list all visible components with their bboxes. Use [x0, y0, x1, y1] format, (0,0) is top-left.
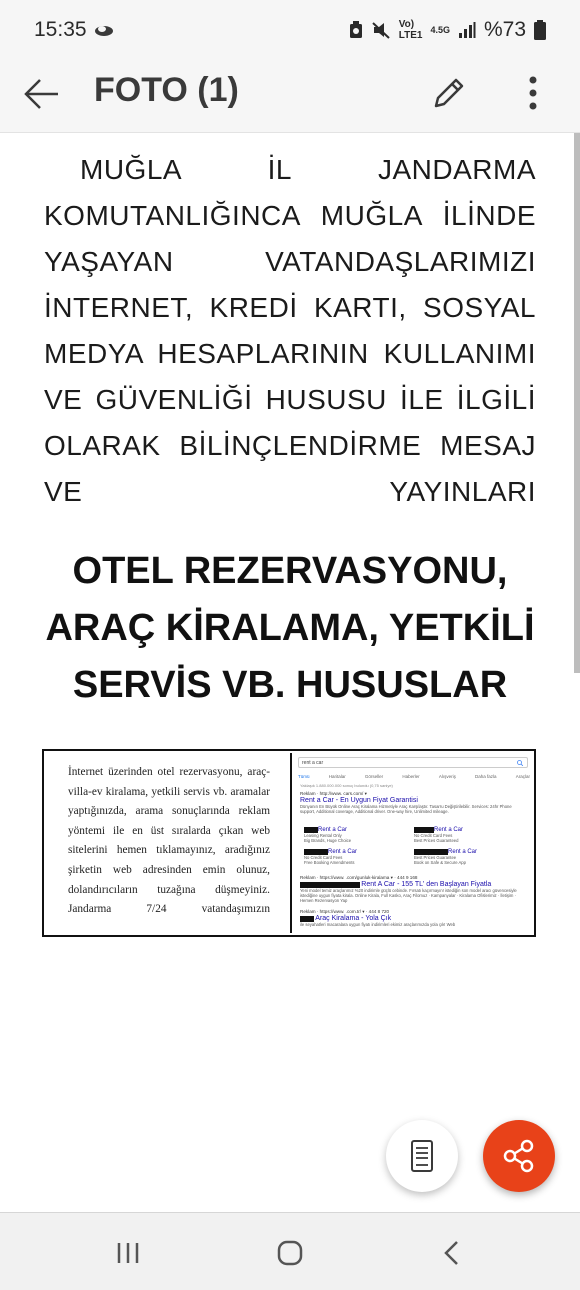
ad-description: Dünyanın En Büyük Online Araç Kiralama Hizmetiyle Araç Karşılaştır. Tasarru Değiştirilebilir. Services: 24hr Phone support, Additional coverage, Additional driver. One-way hire, Unlimited mileage.	[300, 804, 512, 814]
search-tabs	[298, 774, 530, 779]
battery-icon	[534, 20, 546, 40]
redaction-bar	[304, 849, 328, 855]
sitelink-title: Rent a Car	[434, 827, 464, 834]
sitelink-title: Rent a Car	[318, 827, 348, 834]
search-query-box	[298, 757, 528, 768]
search-tab: Alışveriş	[438, 774, 456, 779]
sitelink-line: Best Prices Guarantee	[414, 855, 457, 861]
ad-title: Rent A Car - 155 TL' den Başlayan Fiyatla	[361, 881, 492, 888]
sitelink	[304, 827, 404, 843]
redaction-bar	[300, 916, 314, 922]
figure-text: İnternet üzerinden otel rezervasyonu, araç-villa-ev kiralama, yetkili servis vb. aramalar yaptığınızda, arama sonuçlarında reklam yöntemi ile en üst sıralarda çıkan web sitelerini hemen tıklamayınız, aradığınız şirketin web adresinden emin olunuz, dolandırıcıların tuzağına düşmeyiniz. Jandarma 7/24 vatandaşımızın	[68, 766, 270, 916]
redaction-bar	[304, 827, 318, 833]
intro-paragraph	[44, 147, 536, 515]
app-bar	[0, 60, 580, 133]
home-icon[interactable]	[270, 1233, 310, 1273]
ad-url: Reklam · https://www. .com/gunluk-kiralama ▾ · 444 9 168	[300, 875, 418, 880]
sitelink-line: Big Brands, Huge Choice	[304, 838, 352, 844]
share-icon	[501, 1138, 537, 1174]
mute-icon	[371, 21, 391, 39]
system-nav-bar	[0, 1212, 580, 1290]
photo-viewer[interactable]	[0, 133, 580, 1208]
ad-title: Araç Kiralama - Yola Çık	[315, 915, 392, 922]
cloud-notification-icon	[94, 24, 114, 36]
sitelink-title: Rent a Car	[448, 849, 478, 856]
battery-percent: %73	[483, 18, 526, 41]
redaction-bar	[414, 827, 434, 833]
signal-icon	[458, 21, 476, 39]
more-vertical-icon[interactable]	[516, 72, 550, 114]
search-tab: Araçlar	[515, 774, 530, 779]
status-bar	[0, 0, 580, 60]
sitelink-line: Best Prices Guaranteed	[414, 838, 459, 844]
pencil-icon[interactable]	[428, 72, 470, 114]
ad-url: Reklam · http://www. cars.com/ ▾	[300, 791, 367, 796]
back-nav-icon[interactable]	[432, 1233, 472, 1273]
volte-indicator	[399, 19, 423, 41]
sitelink-title: Rent a Car	[328, 849, 358, 856]
battery-saver-icon	[349, 21, 363, 39]
sitelink-line: No Credit Card Fees	[304, 855, 343, 861]
volte-bottom: LTE1	[398, 30, 423, 41]
document-icon	[404, 1138, 440, 1174]
search-tab: Haberler	[402, 774, 420, 779]
result-count: Yaklaşık 1.880.000.000 sonuç bulundu (0,75 saniye)	[300, 783, 393, 788]
sitelink-line: No Credit Card Fees	[414, 833, 453, 839]
network-gen: 4.5G	[430, 25, 450, 35]
search-query: rent a car	[302, 760, 324, 766]
redaction-bar	[300, 882, 360, 888]
sitelink-line: Free Booking Amendments	[304, 860, 355, 866]
ad-result-3	[300, 909, 526, 927]
sitelink	[414, 827, 524, 843]
status-icons	[349, 16, 546, 44]
sitelink	[414, 849, 524, 865]
ad-url: Reklam · https://www. .com.tr/ ▾ · 444 8 720	[300, 909, 390, 914]
ad-description: Yeni model temiz araçlarımız %20 indirimle güçlü cebinde. Fırsatı kaçırmayın! istediğin son model aracı güvencesiyle istediğine uygun fiyata kirala. Online Kirala, Full Kasko, Araç Filomuz · Kampanyalar · Kiralama Ofislerimiz · İletişim · Hemen Rezervasyon Yap	[300, 888, 517, 903]
search-tab: Daha fazla	[475, 774, 497, 779]
search-tab: Tümü	[298, 774, 310, 779]
redaction-bar	[414, 849, 448, 855]
share-button[interactable]	[483, 1120, 555, 1192]
search-results-screenshot	[292, 753, 534, 933]
status-time: 15:35	[34, 18, 87, 41]
scrollbar[interactable]	[574, 133, 580, 673]
info-figure	[42, 749, 536, 937]
section-heading	[0, 543, 580, 714]
figure-text-panel	[46, 753, 292, 933]
ad-result-1	[300, 791, 526, 814]
back-arrow-icon[interactable]	[22, 74, 62, 114]
ad-result-2	[300, 875, 526, 903]
ad-description: ile seyahatleri macaralara uygun fiyatı indirimleri ekimiz araçlarımızda yola çık! Web	[300, 922, 456, 927]
recents-icon[interactable]	[108, 1233, 148, 1273]
search-tab: Haritalar	[328, 774, 346, 779]
ad-title: Rent a Car - En Uygun Fiyat Garantisi	[300, 797, 418, 804]
search-icon	[517, 760, 523, 766]
heading-line-2: ARAÇ KİRALAMA, YETKİLİ	[45, 607, 535, 649]
sitelink-line: Book on Safe & Secure App	[414, 860, 466, 866]
sitelink-line: Leasing Rental Only	[304, 833, 342, 839]
document-button[interactable]	[386, 1120, 458, 1192]
heading-line-1: OTEL REZERVASYONU,	[72, 550, 508, 592]
search-tab: Görseller	[364, 774, 384, 779]
page-title: FOTO (1)	[94, 71, 239, 109]
intro-paragraph-text: MUĞLA İL JANDARMA KOMUTANLIĞINCA MUĞLA İLİNDE YAŞAYAN VATANDAŞLARIMIZI İNTERNET, KREDİ KARTI, SOSYAL MEDYA HESAPLARININ KULLANIMI VE GÜVENLİĞİ HUSUSU İLE İLGİLİ OLARAK BİLİNÇLENDİRME MESAJ VE YAYINLARI	[44, 154, 536, 507]
heading-line-3: SERVİS VB. HUSUSLAR	[72, 664, 508, 706]
volte-top: Vo)	[398, 19, 415, 30]
sitelink	[304, 849, 404, 865]
